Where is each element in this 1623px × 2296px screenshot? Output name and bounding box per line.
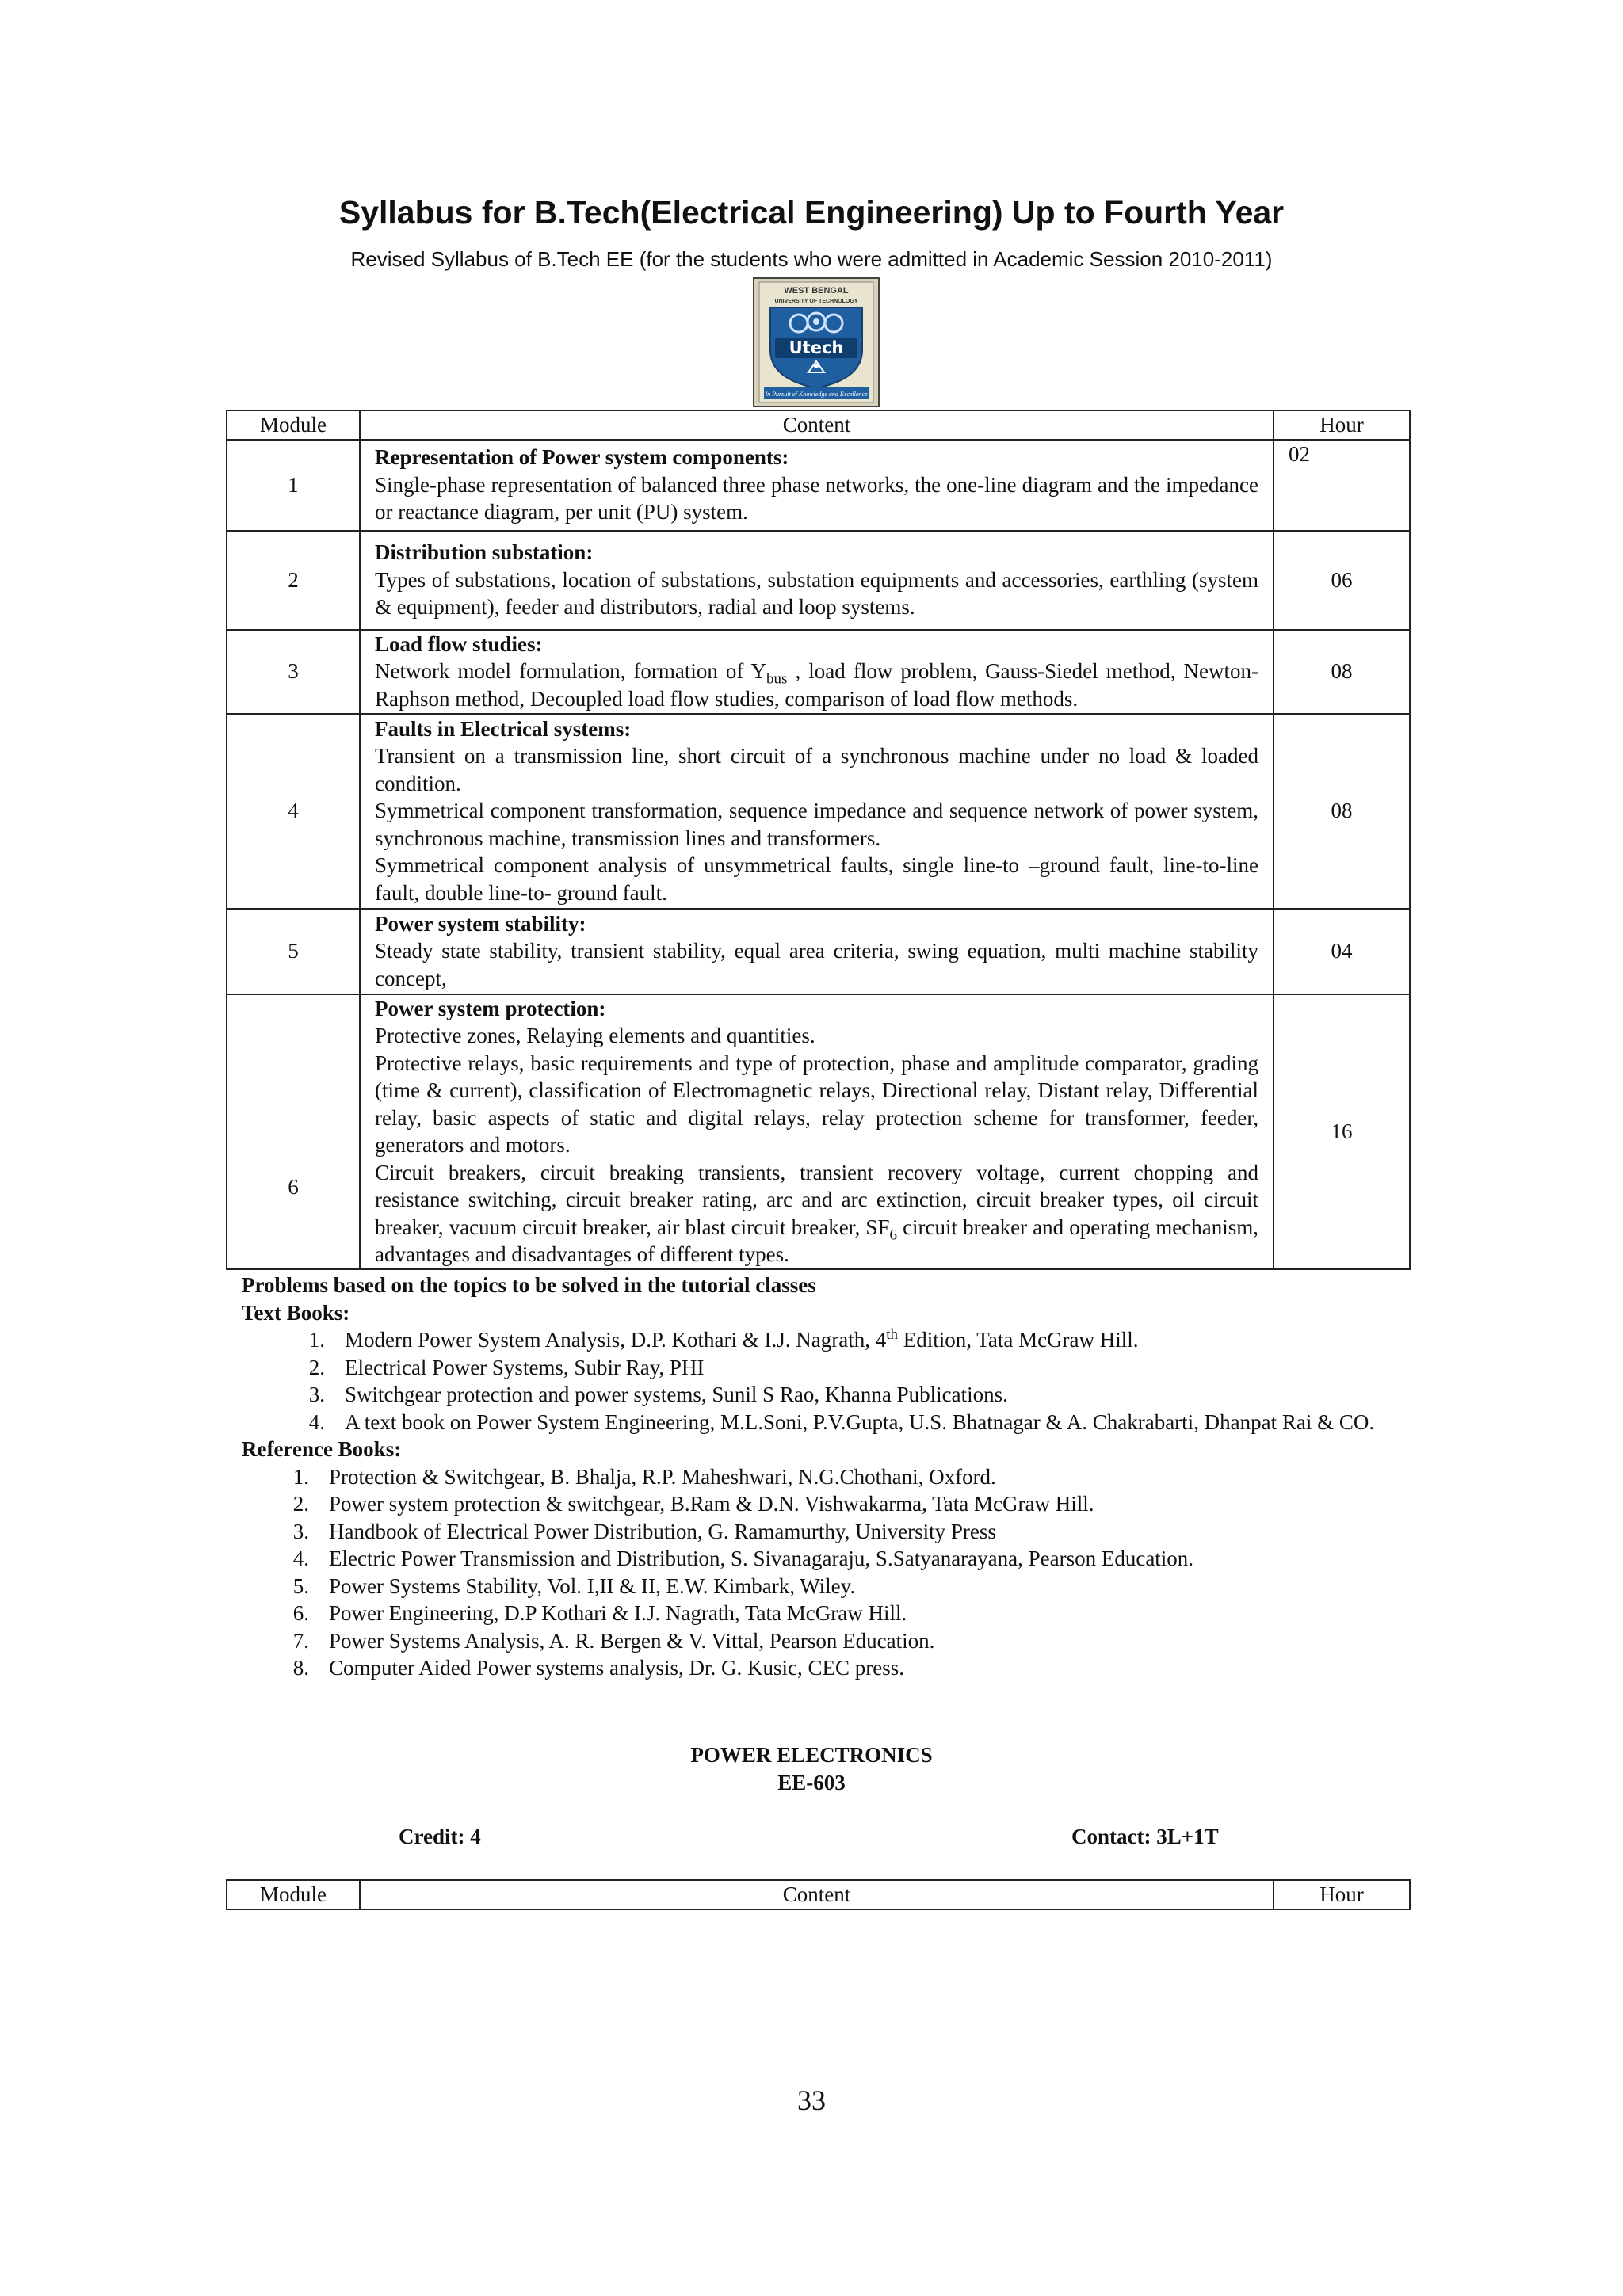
course-title: POWER ELECTRONICS (690, 1743, 933, 1767)
list-item: 3. Switchgear protection and power systems, Sunil S Rao, Khanna Publications. (308, 1383, 1008, 1406)
list-item: 2. Electrical Power Systems, Subir Ray, PHI (308, 1355, 705, 1379)
svg-text:Utech: Utech (789, 338, 844, 357)
course-code: EE-603 (777, 1771, 846, 1794)
text-books-heading: Text Books: (242, 1300, 350, 1325)
list-item: 4. A text book on Power System Engineering, M.L.Soni, P.V.Gupta, U.S. Bhatnagar & A. Chakrabarti, Dhanpat Rai & CO. (308, 1409, 1375, 1434)
module-number: 6 (227, 994, 360, 1269)
module-content (360, 531, 1274, 630)
module-title: Faults in Electrical systems: (375, 716, 632, 741)
table-row (227, 531, 1410, 630)
table-row (227, 714, 1410, 909)
page-subtitle: Revised Syllabus of B.Tech EE (for the students who were admitted in Academic Session 2010-2011) (350, 247, 1273, 271)
tutorial-note: Problems based on the topics to be solved in the tutorial classes (242, 1273, 816, 1297)
list-item: 5. Power Systems Stability, Vol. I,II & II, E.W. Kimbark, Wiley. (292, 1573, 856, 1598)
module-hours: 08 (1274, 630, 1410, 714)
header-hour: Hour (1274, 1880, 1410, 1909)
module-content (360, 714, 1274, 909)
reference-books-list (242, 1463, 1415, 1682)
module-number: 2 (227, 531, 360, 630)
module-hours: 08 (1274, 714, 1410, 909)
module-text: Protective zones, Relaying elements and quantities. (375, 1024, 815, 1047)
header-content: Content (360, 1880, 1274, 1909)
table-row (227, 630, 1410, 714)
table-header-row (227, 1880, 1410, 1909)
svg-text:UNIVERSITY OF TECHNOLOGY: UNIVERSITY OF TECHNOLOGY (774, 299, 858, 304)
reference-books-heading: Reference Books: (242, 1437, 402, 1461)
list-item: 3. Handbook of Electrical Power Distribution, G. Ramamurthy, University Press (292, 1519, 996, 1543)
header-hour: Hour (1274, 410, 1410, 440)
module-title: Distribution substation: (375, 540, 594, 565)
module-title: Power system stability: (375, 911, 586, 936)
list-item: 6. Power Engineering, D.P Kothari & I.J. Nagrath, Tata McGraw Hill. (292, 1601, 907, 1625)
module-text: Types of substations, location of substations, substation equipments and accessories, earthling (system & equipment), feeder and distributors, radial and loop systems. (375, 567, 1258, 620)
list-item: 4. Electric Power Transmission and Distribution, S. Sivanagaraju, S.Satyanarayana, Pearson Education. (292, 1547, 1194, 1570)
module-hours: 04 (1274, 909, 1410, 994)
course-contact: Contact: 3L+1T (1071, 1825, 1219, 1848)
module-number: 4 (227, 714, 360, 909)
module-content (360, 994, 1274, 1269)
module-title: Load flow studies: (375, 631, 543, 656)
table-row (227, 440, 1410, 531)
module-title: Power system protection: (375, 996, 606, 1020)
module-text: Symmetrical component transformation, sequence impedance and sequence network of power system, synchronous machine, transmission lines and transformers. (375, 799, 1258, 850)
svg-text:In Pursuit of Knowledge and Ex: In Pursuit of Knowledge and Excellence (765, 391, 868, 398)
course-credit: Credit: 4 (399, 1825, 481, 1848)
module-title: Representation of Power system components: (375, 445, 789, 470)
module-content (360, 440, 1274, 531)
module-hours: 16 (1274, 994, 1410, 1269)
module-number: 3 (227, 630, 360, 714)
module-text: Single-phase representation of balanced three phase networks, the one-line diagram and the impedance or reactance diagram, per unit (PU) system. (375, 472, 1258, 524)
svg-text:WEST BENGAL: WEST BENGAL (784, 286, 849, 296)
list-item: 7. Power Systems Analysis, A. R. Bergen & V. Vittal, Pearson Education. (292, 1628, 935, 1653)
module-content (360, 630, 1274, 714)
table-header-row (227, 410, 1410, 440)
module-text: Transient on a transmission line, short circuit of a synchronous machine under no load & loaded condition. (375, 744, 1258, 795)
list-item: 1. Modern Power System Analysis, D.P. Kothari & I.J. Nagrath, 4th Edition, Tata McGraw Hill. (308, 1326, 1139, 1352)
module-text: Protective relays, basic requirements and type of protection, phase and amplitude comparator, grading (time & current), classification of Electromagnetic relays, Directional relay, Distant relay, Differential relay, basic aspects of static and digital relays, relay protection scheme for transformer, feeder, generators and motors. (375, 1051, 1258, 1157)
list-item: 1. Protection & Switchgear, B. Bhalja, R.P. Maheshwari, N.G.Chothani, Oxford. (292, 1464, 996, 1489)
table-row (227, 909, 1410, 994)
university-logo (753, 277, 880, 407)
module-text: Circuit breakers, circuit breaking transients, transient recovery voltage, current chopping and resistance switching, circuit breaker rating, arc and arc extinction, circuit breaker types, oil circuit breaker, vacuum circuit breaker, air blast circuit breaker, $SF_6$ circuit breaker and operating mechanism, advantages and disadvantages of different types. (375, 1160, 1258, 1266)
page-number: 33 (797, 2084, 826, 2116)
header-module: Module (227, 410, 360, 440)
module-text: Network model formulation, formation of $Y_{bus}$ , load flow problem, Gauss-Siedel method, Newton-Raphson method, Decoupled load flow studies, comparison of load flow methods. (375, 659, 1258, 711)
header-module: Module (227, 1880, 360, 1909)
table-row (227, 994, 1410, 1269)
module-number: 5 (227, 909, 360, 994)
text-books-list (242, 1326, 1415, 1436)
power-electronics-table (226, 1879, 1411, 1910)
list-item: 8. Computer Aided Power systems analysis, Dr. G. Kusic, CEC press. (292, 1656, 904, 1680)
syllabus-table (226, 410, 1411, 1270)
module-hours: 06 (1274, 531, 1410, 630)
list-item: 2. Power system protection & switchgear, B.Ram & D.N. Vishwakarma, Tata McGraw Hill. (292, 1492, 1094, 1516)
course-notes (242, 1272, 1415, 1682)
module-number: 1 (227, 440, 360, 531)
module-content (360, 909, 1274, 994)
page-title: Syllabus for B.Tech(Electrical Engineering) Up to Fourth Year (338, 194, 1285, 231)
module-text: Symmetrical component analysis of unsymmetrical faults, single line-to –ground fault, line-to-line fault, double line-to- ground fault. (375, 853, 1258, 905)
module-text: Steady state stability, transient stability, equal area criteria, swing equation, multi machine stability concept, (375, 939, 1258, 990)
header-content: Content (360, 410, 1274, 440)
module-hours: 02 (1274, 440, 1410, 531)
